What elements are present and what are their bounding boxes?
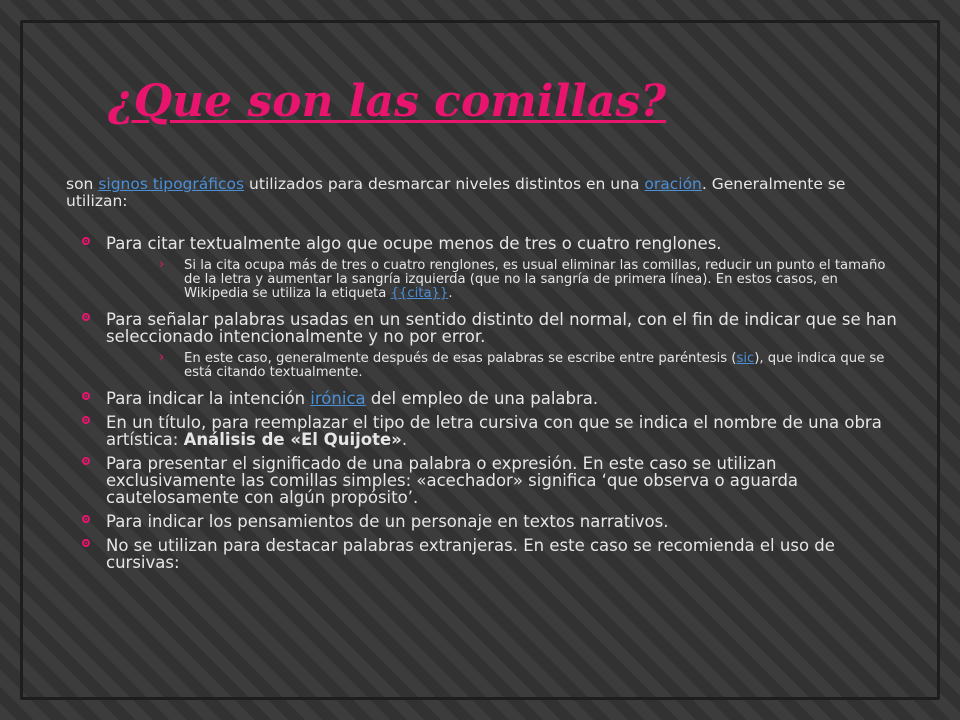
bullet-text: Para presentar el significado de una palabra o expresión. En este caso se utilizan exclusivamente las comillas simples: «acechador» significa ‘que observa o aguarda cautelosamente con algún propósito’.	[106, 454, 799, 507]
intro-text: . Generalmente se utilizan:	[66, 175, 846, 210]
sub-item	[106, 259, 906, 301]
intro-text: utilizados para desmarcar niveles distintos en una	[244, 175, 645, 193]
bullet-circle-icon	[82, 457, 90, 465]
list-item	[66, 311, 906, 380]
bullet-circle-icon	[82, 539, 90, 547]
work-title: Análisis de «El Quijote»	[183, 430, 402, 449]
slide-title: ¿Que son las comillas?	[108, 76, 667, 127]
link-signos-tipograficos[interactable]: signos tipográficos	[98, 175, 245, 193]
sub-text: En este caso, generalmente después de esas palabras se escribe entre paréntesis (	[184, 351, 737, 366]
intro-paragraph	[66, 176, 906, 210]
sub-item	[106, 352, 906, 380]
bullet-text: .	[401, 430, 408, 449]
list-item	[66, 414, 906, 448]
bullet-circle-icon	[82, 416, 90, 424]
bullet-text: Para señalar palabras usadas en un sentido distinto del normal, con el fin de indicar que se han seleccionado intencionalmente y no por error.	[106, 310, 897, 346]
bullet-list	[66, 235, 906, 571]
bullet-circle-icon	[82, 237, 90, 245]
bullet-text: del empleo de una palabra.	[365, 389, 599, 408]
list-item	[66, 513, 906, 530]
sub-arrow-icon: ›	[159, 350, 165, 365]
bullet-text: Para indicar la intención	[106, 389, 311, 408]
link-cita[interactable]: {{cita}}	[390, 286, 449, 301]
list-item	[66, 537, 906, 571]
link-oracion[interactable]: oración	[644, 175, 702, 193]
bullet-circle-icon	[82, 313, 90, 321]
bullet-circle-icon	[82, 392, 90, 400]
sub-arrow-icon: ›	[159, 257, 165, 272]
intro-text: son	[66, 175, 99, 193]
bullet-text: No se utilizan para destacar palabras extranjeras. En este caso se recomienda el uso de cursivas:	[106, 536, 835, 572]
bullet-text: En un título, para reemplazar el tipo de letra cursiva con que se indica el nombre de una obra artística:	[106, 413, 882, 449]
bullet-circle-icon	[82, 515, 90, 523]
bullet-text: Para indicar los pensamientos de un personaje en textos narrativos.	[106, 512, 669, 531]
slide-content	[66, 176, 906, 578]
bullet-text: Para citar textualmente algo que ocupe menos de tres o cuatro renglones.	[106, 234, 722, 253]
list-item	[66, 235, 906, 301]
sub-text: .	[448, 286, 453, 301]
list-item	[66, 455, 906, 506]
sub-text: ), que indica que se está citando textualmente.	[184, 351, 885, 380]
link-sic[interactable]: sic	[736, 351, 755, 366]
list-item	[66, 390, 906, 407]
link-ironica[interactable]: irónica	[310, 389, 366, 408]
sub-text: Si la cita ocupa más de tres o cuatro renglones, es usual eliminar las comillas, reducir un punto el tamaño de la letra y aumentar la sangría izquierda (que no la sangría de primera línea). En estos casos, en Wikipedia se utiliza la etiqueta	[184, 258, 886, 301]
